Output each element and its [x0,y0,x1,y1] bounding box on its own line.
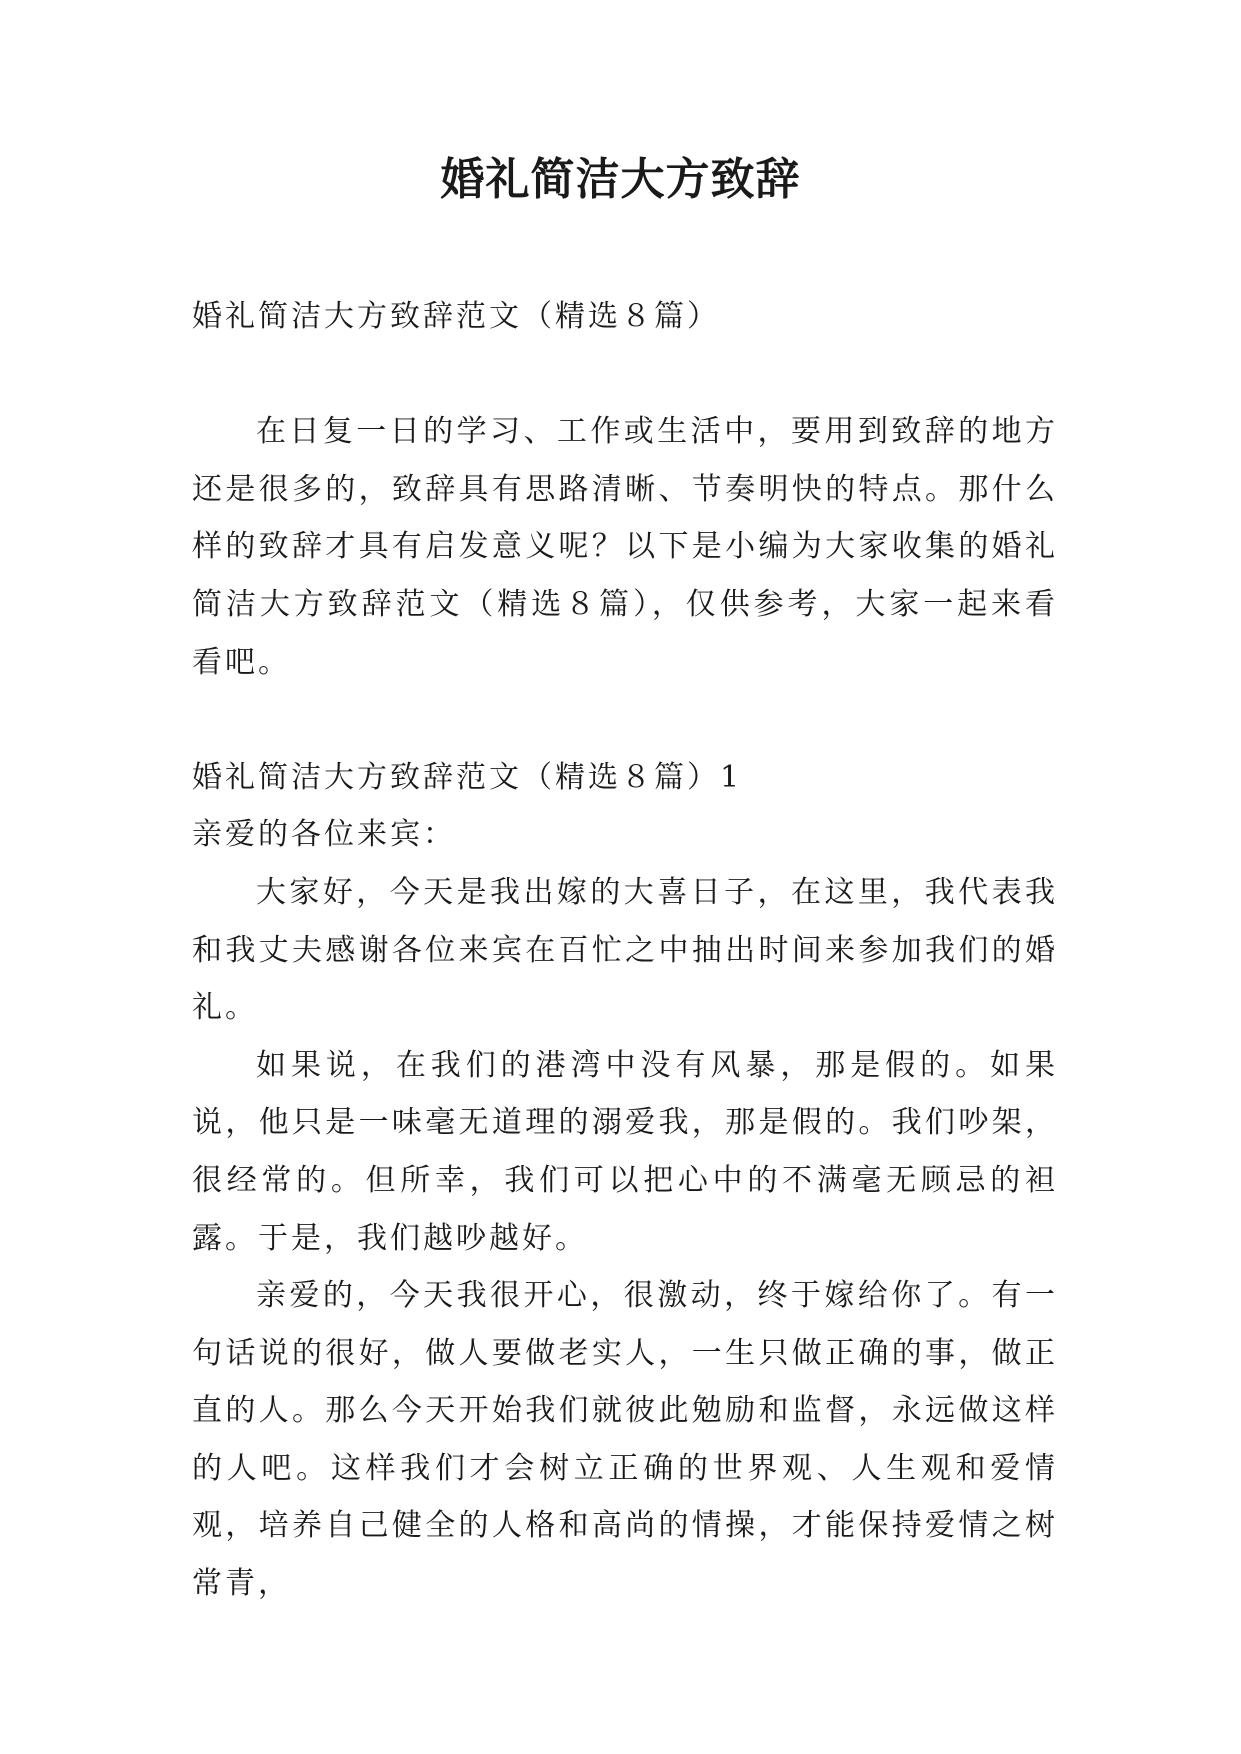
spacer [192,346,1058,404]
body-paragraph-2: 如果说，在我们的港湾中没有风暴，那是假的。如果说，他只是一味毫无道理的溺爱我，那是假的。我们吵架，很经常的。但所幸，我们可以把心中的不满毫无顾忌的袒露。于是，我们越吵越好。 [192,1047,1058,1256]
body-paragraph-3: 亲爱的，今天我很开心，很激动，终于嫁给你了。有一句话说的很好，做人要做老实人，一生只做正确的事，做正直的人。那么今天开始我们就彼此勉励和监督，永远做这样的人吧。这样我们才会树立正确的世界观、人生观和爱情观，培养自己健全的人格和高尚的情操，才能保持爱情之树常青， [192,1278,1058,1602]
spacer [192,691,1058,749]
intro-paragraph: 在日复一日的学习、工作或生活中，要用到致辞的地方还是很多的，致辞具有思路清晰、节奏明快的特点。那什么样的致辞才具有启发意义呢？以下是小编为大家收集的婚礼简洁大方致辞范文（精选８篇），仅供参考，大家一起来看看吧。 [192,414,1058,680]
body-paragraph-1: 大家好，今天是我出嫁的大喜日子，在这里，我代表我和我丈夫感谢各位来宾在百忙之中抽出时间来参加我们的婚礼。 [192,874,1058,1026]
document-title: 婚礼简洁大方致辞 [440,154,801,205]
document-subtitle: 婚礼简洁大方致辞范文（精选８篇） [192,299,720,334]
salutation: 亲爱的各位来宾： [192,817,456,853]
document-body [192,288,1058,1613]
section-heading: 婚礼简洁大方致辞范文（精选８篇）1 [192,759,743,795]
